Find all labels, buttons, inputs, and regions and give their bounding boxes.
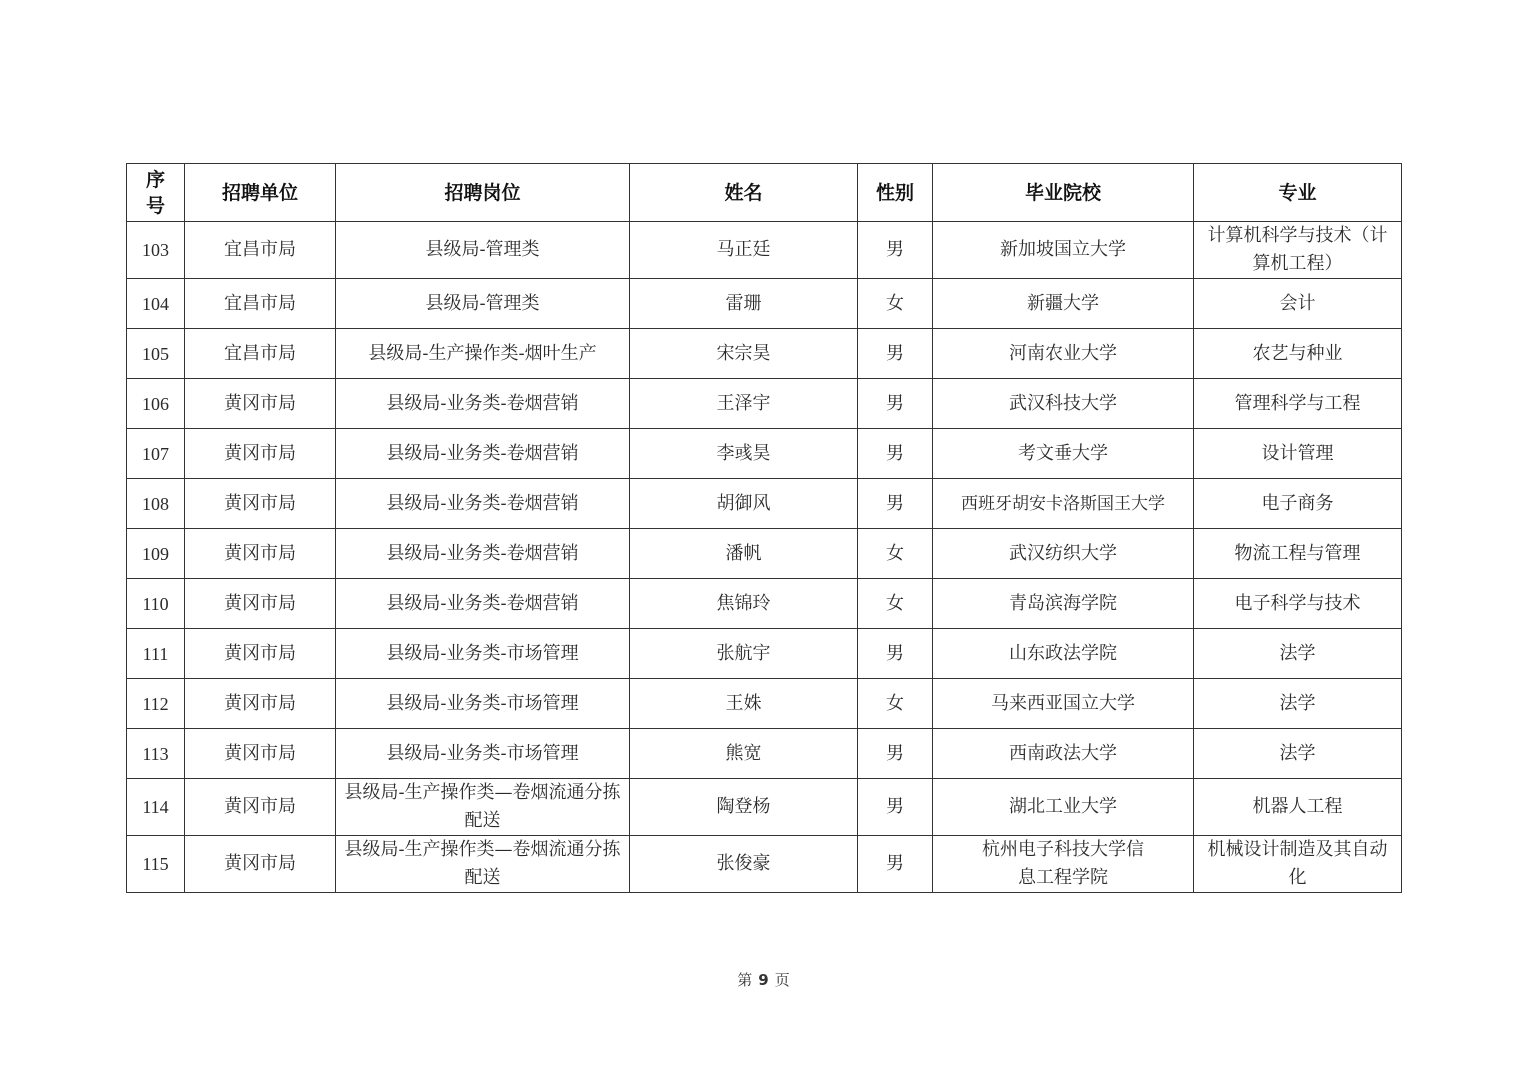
cell-school: 湖北工业大学 [933,779,1194,836]
cell-school: 河南农业大学 [933,329,1194,379]
cell-index: 113 [127,729,185,779]
table-row [127,379,1402,429]
cell-major: 计算机科学与技术（计算机工程） [1194,222,1402,279]
cell-major: 设计管理 [1194,429,1402,479]
cell-major: 机械设计制造及其自动化 [1194,836,1402,893]
table-header-row [127,164,1402,222]
cell-gender: 男 [858,729,933,779]
cell-unit: 黄冈市局 [185,479,336,529]
table-row [127,329,1402,379]
cell-gender: 男 [858,429,933,479]
cell-index: 115 [127,836,185,893]
cell-gender: 男 [858,479,933,529]
cell-index: 109 [127,529,185,579]
cell-name: 胡御风 [630,479,858,529]
cell-post: 县级局-管理类 [336,279,630,329]
cell-name: 宋宗昊 [630,329,858,379]
cell-school: 新疆大学 [933,279,1194,329]
cell-post: 县级局-业务类-卷烟营销 [336,579,630,629]
cell-name: 张航宇 [630,629,858,679]
cell-gender: 男 [858,629,933,679]
cell-post: 县级局-管理类 [336,222,630,279]
cell-school: 考文垂大学 [933,429,1194,479]
cell-unit: 黄冈市局 [185,529,336,579]
cell-major: 法学 [1194,729,1402,779]
table-row [127,279,1402,329]
cell-school: 西南政法大学 [933,729,1194,779]
header-unit: 招聘单位 [185,164,336,222]
cell-unit: 黄冈市局 [185,629,336,679]
header-school: 毕业院校 [933,164,1194,222]
cell-index: 107 [127,429,185,479]
cell-index: 103 [127,222,185,279]
cell-name: 潘帆 [630,529,858,579]
cell-major: 法学 [1194,629,1402,679]
cell-post: 县级局-业务类-卷烟营销 [336,529,630,579]
cell-name: 焦锦玲 [630,579,858,629]
cell-unit: 黄冈市局 [185,379,336,429]
cell-gender: 女 [858,529,933,579]
header-gender: 性别 [858,164,933,222]
cell-school: 武汉科技大学 [933,379,1194,429]
cell-unit: 黄冈市局 [185,579,336,629]
cell-major: 会计 [1194,279,1402,329]
cell-gender: 男 [858,836,933,893]
header-name: 姓名 [630,164,858,222]
header-post: 招聘岗位 [336,164,630,222]
cell-post: 县级局-生产操作类—卷烟流通分拣配送 [336,836,630,893]
cell-gender: 女 [858,679,933,729]
cell-post: 县级局-业务类-卷烟营销 [336,429,630,479]
cell-major: 电子商务 [1194,479,1402,529]
cell-post: 县级局-业务类-市场管理 [336,729,630,779]
cell-major: 农艺与种业 [1194,329,1402,379]
cell-name: 王姝 [630,679,858,729]
cell-unit: 宜昌市局 [185,329,336,379]
cell-index: 110 [127,579,185,629]
cell-major: 机器人工程 [1194,779,1402,836]
cell-post: 县级局-业务类-市场管理 [336,629,630,679]
cell-name: 张俊豪 [630,836,858,893]
cell-index: 106 [127,379,185,429]
cell-gender: 男 [858,222,933,279]
page-number: 9 [758,971,769,989]
table-row [127,529,1402,579]
page-footer [0,969,1527,991]
recruitment-table [126,163,1402,893]
table-row [127,729,1402,779]
table-row [127,836,1402,893]
cell-name: 马正廷 [630,222,858,279]
cell-major: 法学 [1194,679,1402,729]
table-row [127,222,1402,279]
cell-post: 县级局-业务类-卷烟营销 [336,379,630,429]
cell-index: 104 [127,279,185,329]
cell-unit: 黄冈市局 [185,429,336,479]
table-row [127,429,1402,479]
footer-prefix: 第 [737,971,753,989]
cell-index: 112 [127,679,185,729]
cell-gender: 男 [858,379,933,429]
cell-school: 杭州电子科技大学信息工程学院 [933,836,1194,893]
cell-index: 111 [127,629,185,679]
cell-gender: 女 [858,579,933,629]
cell-unit: 黄冈市局 [185,679,336,729]
cell-unit: 宜昌市局 [185,222,336,279]
cell-major: 电子科学与技术 [1194,579,1402,629]
cell-name: 雷珊 [630,279,858,329]
cell-unit: 黄冈市局 [185,779,336,836]
cell-school: 马来西亚国立大学 [933,679,1194,729]
cell-school: 武汉纺织大学 [933,529,1194,579]
cell-index: 108 [127,479,185,529]
header-major: 专业 [1194,164,1402,222]
footer-suffix: 页 [774,971,790,989]
cell-unit: 黄冈市局 [185,836,336,893]
cell-post: 县级局-生产操作类—卷烟流通分拣配送 [336,779,630,836]
cell-major: 管理科学与工程 [1194,379,1402,429]
cell-unit: 黄冈市局 [185,729,336,779]
cell-gender: 女 [858,279,933,329]
cell-post: 县级局-业务类-卷烟营销 [336,479,630,529]
cell-name: 王泽宇 [630,379,858,429]
cell-index: 105 [127,329,185,379]
cell-post: 县级局-生产操作类-烟叶生产 [336,329,630,379]
cell-name: 李彧昊 [630,429,858,479]
cell-unit: 宜昌市局 [185,279,336,329]
cell-name: 陶登杨 [630,779,858,836]
cell-gender: 男 [858,329,933,379]
cell-gender: 男 [858,779,933,836]
table-row [127,579,1402,629]
cell-name: 熊宽 [630,729,858,779]
cell-major: 物流工程与管理 [1194,529,1402,579]
table-row [127,779,1402,836]
header-index: 序 号 [127,164,185,222]
cell-index: 114 [127,779,185,836]
cell-post: 县级局-业务类-市场管理 [336,679,630,729]
cell-school: 青岛滨海学院 [933,579,1194,629]
table-row [127,679,1402,729]
cell-school: 新加坡国立大学 [933,222,1194,279]
cell-school: 山东政法学院 [933,629,1194,679]
cell-school: 西班牙胡安卡洛斯国王大学 [933,479,1194,529]
table-row [127,629,1402,679]
table-row [127,479,1402,529]
